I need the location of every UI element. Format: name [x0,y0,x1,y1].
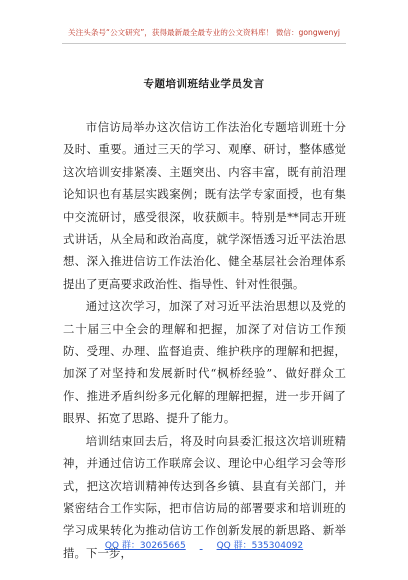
header-banner: 关注头条号“公文研究”，获得最新最全最专业的公文资料库！ 微信：gongwenyj [68,28,340,37]
paragraph-3: 培训结束回去后，将及时向县委汇报这次培训班精神，并通过信访工作联席会议、理论中心组学习会等形式，把这次培训精神传达到各乡镇、县直有关部门，并紧密结合工作实际，把市信访局的部署要求和培训班的学习成果转化为推动信访工作创新发展的新思路、新举措。下一步， [63,433,346,560]
paragraph-2: 通过这次学习，加深了对习近平法治思想以及党的二十届三中全会的理解和把握，加深了对信访工作预防、受理、办理、监督追责、维护秩序的理解和把握，加深了对坚持和发展新时代“枫桥经验”、做好群众工作、推进矛盾纠纷多元化解的理解把握，进一步开阔了眼界、拓宽了思路、提升了能力。 [63,299,346,426]
footer-contact [0,538,408,551]
paragraph-1: 市信访局举办这次信访工作法治化专题培训班十分及时、重要。通过三天的学习、观摩、研讨，整体感觉这次培训安排紧凑、主题突出、内容丰富，既有前沿理论知识也有基层实践案例；既有法学专家面授，也有集中交流研讨，感受很深，收获颇丰。特别是**同志开班式讲话，从全局和政治高度，就学深悟透习近平法治思想、深入推进信访工作法治化、健全基层社会治理体系提出了更高要求政治性、指导性、针对性很强。 [63,120,346,291]
document-body [63,116,346,564]
header-divider [62,43,346,44]
footer-qq-group-1[interactable]: QQ 群：30265665 [104,541,186,551]
footer-qq-group-2[interactable]: QQ 群：535304092 [216,541,304,551]
document-title: 专题培训班结业学员发言 [143,78,265,90]
